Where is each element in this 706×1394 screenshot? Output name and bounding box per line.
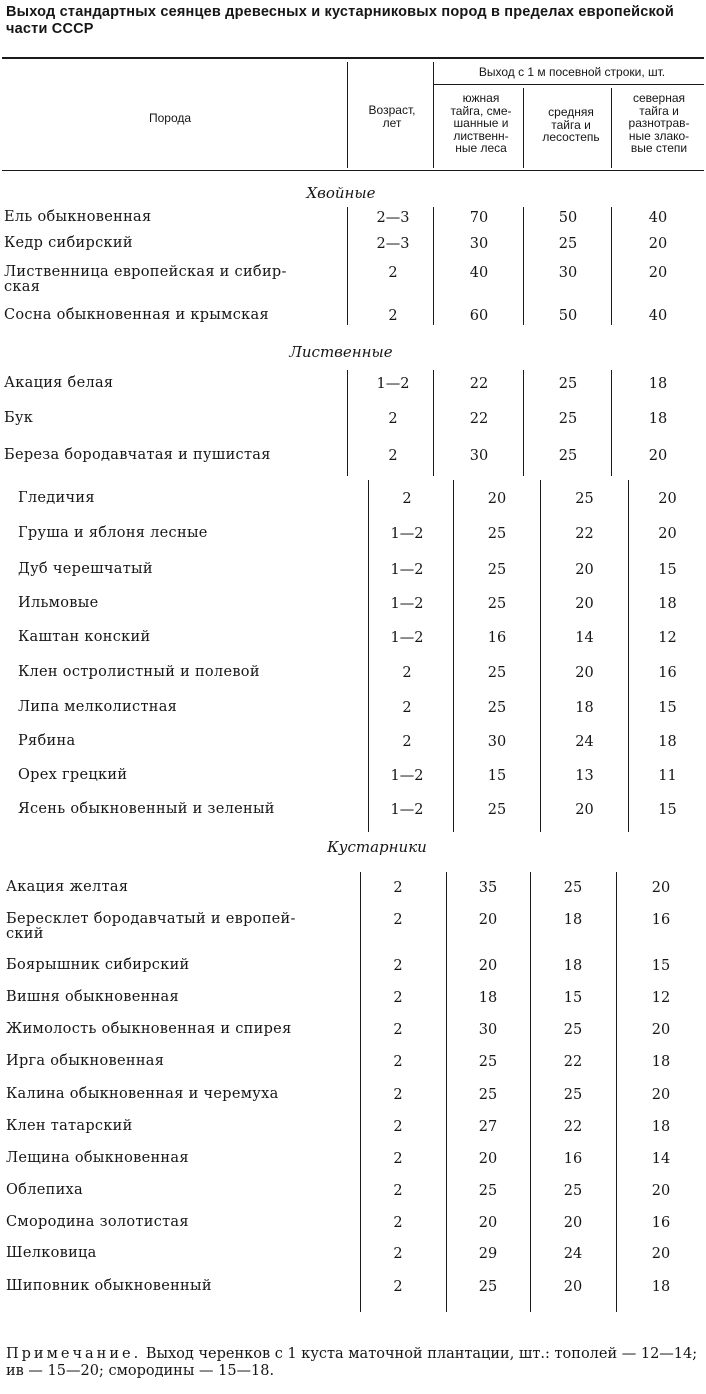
yield-cell: 18 xyxy=(651,1054,671,1070)
age-cell: 2—3 xyxy=(376,210,410,226)
yield-cell: 25 xyxy=(487,802,507,818)
species-name: Гледичия xyxy=(18,490,95,506)
yield-cell: 20 xyxy=(658,491,677,507)
footnote-label: Примечание. xyxy=(6,1346,142,1362)
age-cell: 2 xyxy=(388,448,398,464)
yield-cell: 20 xyxy=(563,1215,583,1231)
species-name: Дуб черешчатый xyxy=(18,561,153,577)
age-cell: 1—2 xyxy=(390,596,424,612)
species-name: Бересклет бородавчатый и европей- ский xyxy=(6,911,296,942)
header-age: Возраст, лет xyxy=(368,103,416,130)
species-name: Орех грецкий xyxy=(18,767,128,783)
table-title: Выход стандартных сеянцев древесных и кустарниковых пород в пределах европейской части СССР xyxy=(6,4,674,37)
yield-cell: 20 xyxy=(575,596,594,612)
yield-cell: 24 xyxy=(563,1246,583,1262)
yield-cell: 25 xyxy=(478,1279,498,1295)
age-cell: 2 xyxy=(393,1215,403,1231)
yield-cell: 18 xyxy=(648,376,668,392)
yield-cell: 22 xyxy=(563,1119,583,1135)
yield-cell: 30 xyxy=(558,265,578,281)
species-name: Облепиха xyxy=(6,1182,83,1198)
header-divider xyxy=(523,88,524,168)
yield-cell: 20 xyxy=(648,448,668,464)
age-cell: 2 xyxy=(393,990,403,1006)
yield-cell: 30 xyxy=(469,448,489,464)
yield-cell: 20 xyxy=(651,880,671,896)
column-divider xyxy=(360,872,361,1312)
species-name: Вишня обыкновенная xyxy=(6,989,179,1005)
yield-cell: 18 xyxy=(658,596,677,612)
yield-cell: 25 xyxy=(558,448,578,464)
yield-cell: 20 xyxy=(658,526,677,542)
header-group-rule xyxy=(434,84,704,85)
yield-cell: 15 xyxy=(658,562,677,578)
age-cell: 2 xyxy=(388,308,398,324)
species-name: Бук xyxy=(4,410,34,426)
yield-cell: 18 xyxy=(651,1279,671,1295)
age-cell: 1—2 xyxy=(390,630,424,646)
species-name: Лещина обыкновенная xyxy=(6,1150,189,1166)
yield-cell: 14 xyxy=(575,630,594,646)
yield-cell: 27 xyxy=(478,1119,498,1135)
yield-cell: 50 xyxy=(558,210,578,226)
age-cell: 2 xyxy=(388,411,398,427)
species-name: Лиственница европейская и сибир- ская xyxy=(4,264,287,295)
yield-cell: 16 xyxy=(658,665,677,681)
header-species: Порода xyxy=(148,111,192,125)
yield-cell: 30 xyxy=(478,1022,498,1038)
yield-cell: 18 xyxy=(651,1119,671,1135)
yield-cell: 18 xyxy=(563,958,583,974)
species-name: Жимолость обыкновенная и спирея xyxy=(6,1021,292,1037)
header-zone-south: южная тайга, сме- шанные и лиственн- ные леса xyxy=(450,91,512,155)
yield-cell: 11 xyxy=(658,768,677,784)
yield-cell: 22 xyxy=(563,1054,583,1070)
yield-cell: 25 xyxy=(575,491,594,507)
header-zone-middle: средняя тайга и лесостепь xyxy=(542,105,600,144)
yield-cell: 25 xyxy=(558,236,578,252)
age-cell: 2 xyxy=(402,491,412,507)
yield-cell: 12 xyxy=(658,630,677,646)
yield-cell: 20 xyxy=(648,265,668,281)
yield-cell: 20 xyxy=(651,1183,671,1199)
section-title: Хвойные xyxy=(306,184,376,202)
yield-cell: 15 xyxy=(487,768,507,784)
species-name: Береза бородавчатая и пушистая xyxy=(4,447,271,463)
footnote-text: Выход черенков с 1 куста маточной плантации, шт.: тополей — 12—14; ив — 15—20; смородины — 15—18. xyxy=(6,1346,698,1379)
species-name: Шелковица xyxy=(6,1245,97,1261)
age-cell: 2 xyxy=(393,1279,403,1295)
yield-cell: 20 xyxy=(478,912,498,928)
yield-cell: 30 xyxy=(487,734,507,750)
age-cell: 2 xyxy=(393,958,403,974)
yield-cell: 20 xyxy=(575,802,594,818)
yield-cell: 20 xyxy=(648,236,668,252)
section-title: Лиственные xyxy=(289,343,393,361)
age-cell: 2 xyxy=(393,1087,403,1103)
header-zone-north: северная тайга и разнотрав- ные злако- вые степи xyxy=(628,91,690,155)
species-name: Шиповник обыкновенный xyxy=(6,1278,212,1294)
age-cell: 2 xyxy=(402,734,412,750)
yield-cell: 30 xyxy=(469,236,489,252)
species-name: Клен остролистный и полевой xyxy=(18,664,260,680)
header-yield-group: Выход с 1 м посевной строки, шт. xyxy=(478,65,666,79)
species-name: Калина обыкновенная и черемуха xyxy=(6,1086,279,1102)
yield-cell: 40 xyxy=(648,308,668,324)
yield-cell: 20 xyxy=(651,1022,671,1038)
header-divider xyxy=(611,88,612,168)
species-name: Ирга обыкновенная xyxy=(6,1053,165,1069)
yield-cell: 14 xyxy=(651,1151,671,1167)
yield-cell: 35 xyxy=(478,880,498,896)
species-name: Ясень обыкновенный и зеленый xyxy=(18,801,275,817)
age-cell: 1—2 xyxy=(376,376,410,392)
yield-cell: 25 xyxy=(563,1183,583,1199)
header-top-rule xyxy=(2,57,704,59)
yield-cell: 15 xyxy=(658,700,677,716)
yield-cell: 25 xyxy=(563,1087,583,1103)
yield-cell: 22 xyxy=(575,526,594,542)
age-cell: 2 xyxy=(393,1054,403,1070)
age-cell: 2 xyxy=(393,1151,403,1167)
footnote xyxy=(6,1346,706,1380)
age-cell: 2 xyxy=(393,1246,403,1262)
yield-cell: 25 xyxy=(563,880,583,896)
age-cell: 2 xyxy=(393,1183,403,1199)
yield-cell: 16 xyxy=(487,630,507,646)
species-name: Клен татарский xyxy=(6,1118,133,1134)
yield-cell: 25 xyxy=(487,596,507,612)
age-cell: 2 xyxy=(393,1119,403,1135)
yield-cell: 25 xyxy=(487,562,507,578)
yield-cell: 20 xyxy=(478,1215,498,1231)
age-cell: 2—3 xyxy=(376,236,410,252)
yield-cell: 18 xyxy=(478,990,498,1006)
age-cell: 2 xyxy=(393,880,403,896)
yield-cell: 16 xyxy=(651,1215,671,1231)
species-name: Рябина xyxy=(18,733,76,749)
yield-cell: 15 xyxy=(651,958,671,974)
species-name: Смородина золотистая xyxy=(6,1214,189,1230)
yield-cell: 18 xyxy=(648,411,668,427)
age-cell: 1—2 xyxy=(390,526,424,542)
yield-cell: 20 xyxy=(563,1279,583,1295)
species-name: Липа мелколистная xyxy=(18,699,178,715)
age-cell: 1—2 xyxy=(390,562,424,578)
species-name: Кедр сибирский xyxy=(4,235,133,251)
yield-cell: 50 xyxy=(558,308,578,324)
yield-cell: 40 xyxy=(469,265,489,281)
yield-cell: 22 xyxy=(469,376,489,392)
yield-cell: 25 xyxy=(563,1022,583,1038)
yield-cell: 40 xyxy=(648,210,668,226)
yield-cell: 16 xyxy=(563,1151,583,1167)
species-name: Ель обыкновенная xyxy=(4,209,152,225)
age-cell: 2 xyxy=(393,912,403,928)
age-cell: 2 xyxy=(402,665,412,681)
age-cell: 2 xyxy=(388,265,398,281)
yield-cell: 25 xyxy=(478,1054,498,1070)
species-name: Акация желтая xyxy=(6,879,129,895)
species-name: Каштан конский xyxy=(18,629,151,645)
age-cell: 2 xyxy=(393,1022,403,1038)
age-cell: 1—2 xyxy=(390,802,424,818)
yield-cell: 18 xyxy=(575,700,594,716)
yield-cell: 20 xyxy=(575,562,594,578)
yield-cell: 29 xyxy=(478,1246,498,1262)
species-name: Акация белая xyxy=(4,375,114,391)
header-divider xyxy=(347,62,348,168)
species-name: Ильмовые xyxy=(18,595,99,611)
species-name: Сосна обыкновенная и крымская xyxy=(4,307,269,323)
yield-cell: 20 xyxy=(651,1246,671,1262)
yield-cell: 60 xyxy=(469,308,489,324)
yield-cell: 20 xyxy=(575,665,594,681)
species-name: Груша и яблоня лесные xyxy=(18,525,208,541)
yield-cell: 25 xyxy=(487,526,507,542)
yield-cell: 24 xyxy=(575,734,594,750)
yield-cell: 22 xyxy=(469,411,489,427)
yield-cell: 15 xyxy=(563,990,583,1006)
yield-cell: 12 xyxy=(651,990,671,1006)
yield-cell: 18 xyxy=(658,734,677,750)
section-title: Кустарники xyxy=(327,838,427,856)
yield-cell: 16 xyxy=(651,912,671,928)
yield-cell: 25 xyxy=(487,665,507,681)
header-divider xyxy=(433,62,434,168)
yield-cell: 18 xyxy=(563,912,583,928)
species-name: Боярышник сибирский xyxy=(6,957,190,973)
yield-cell: 20 xyxy=(478,958,498,974)
yield-cell: 25 xyxy=(558,411,578,427)
yield-cell: 20 xyxy=(651,1087,671,1103)
yield-cell: 25 xyxy=(558,376,578,392)
age-cell: 1—2 xyxy=(390,768,424,784)
header-bottom-rule xyxy=(2,170,704,171)
yield-cell: 25 xyxy=(478,1183,498,1199)
yield-cell: 15 xyxy=(658,802,677,818)
yield-cell: 25 xyxy=(478,1087,498,1103)
yield-cell: 20 xyxy=(487,491,507,507)
yield-cell: 13 xyxy=(575,768,594,784)
yield-cell: 70 xyxy=(469,210,489,226)
yield-cell: 25 xyxy=(487,700,507,716)
age-cell: 2 xyxy=(402,700,412,716)
yield-cell: 20 xyxy=(478,1151,498,1167)
